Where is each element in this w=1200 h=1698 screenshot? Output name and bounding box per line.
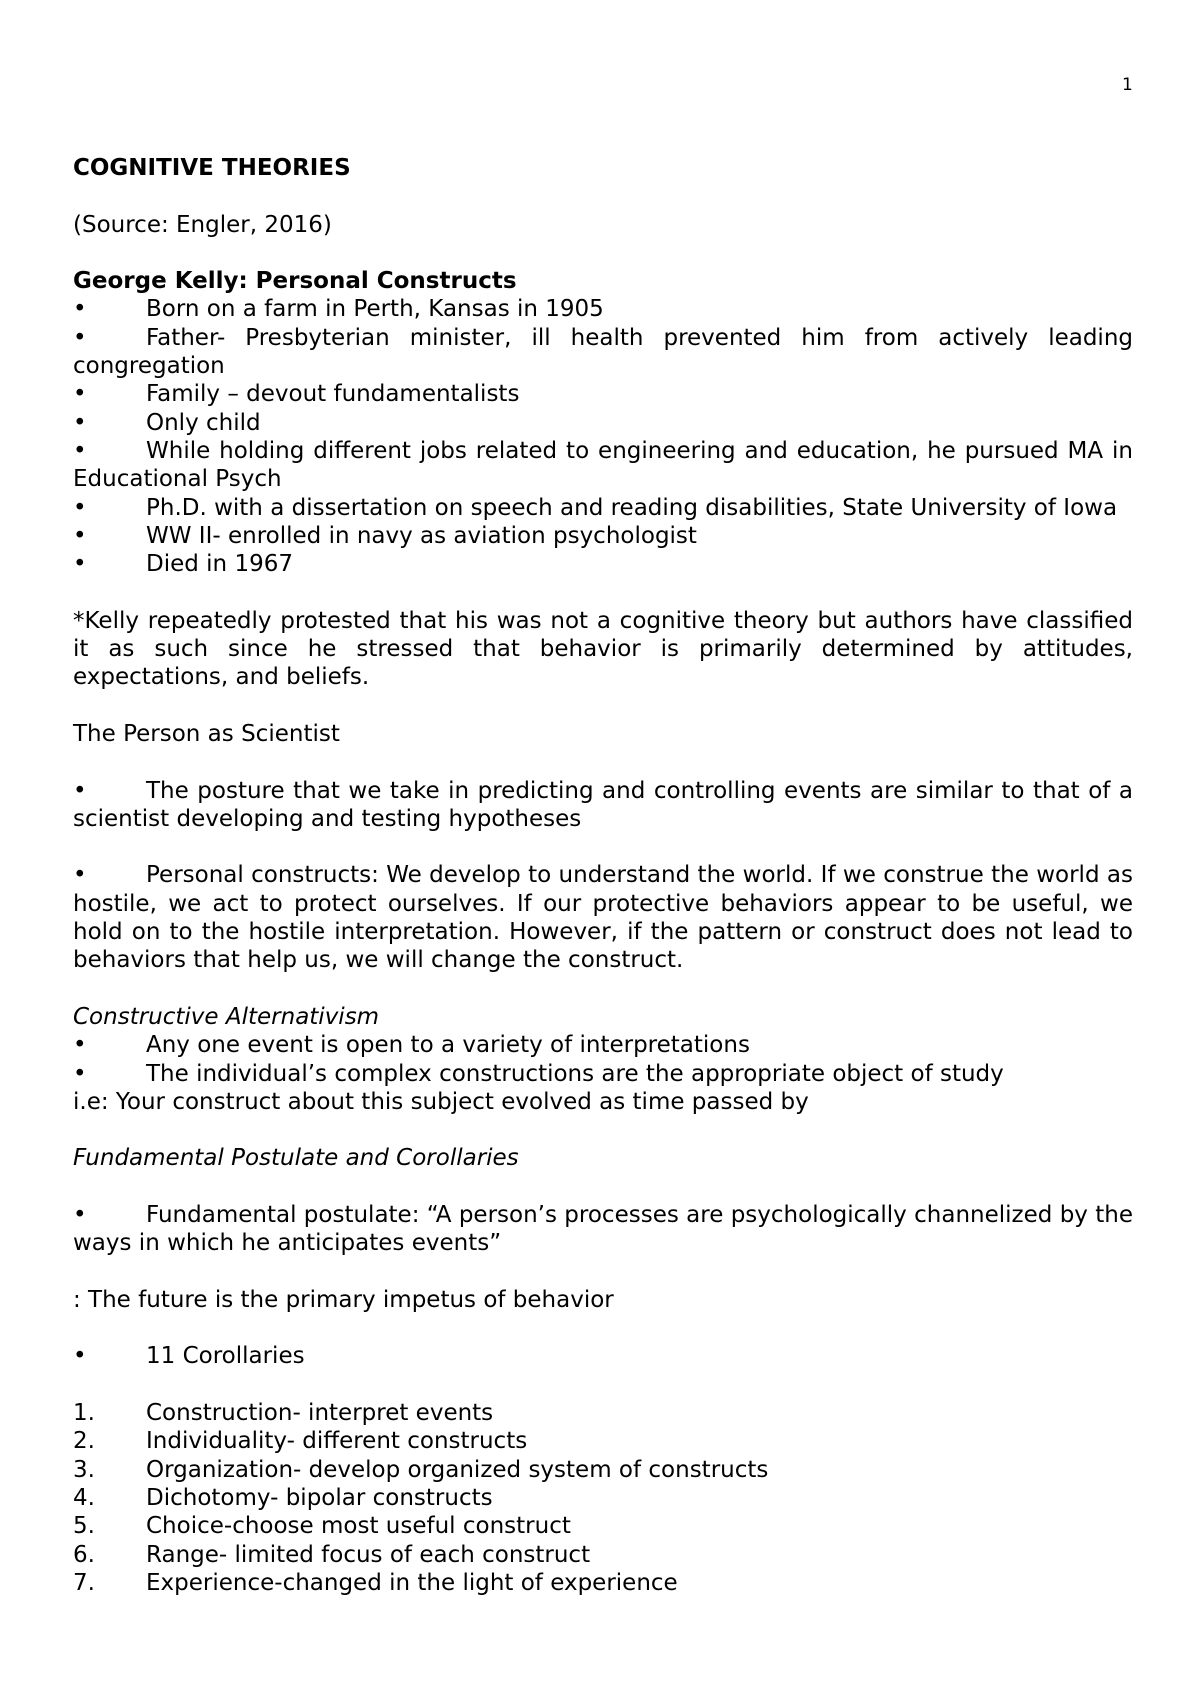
alternativism-heading: Constructive Alternativism — [73, 1003, 380, 1030]
page-number: 1 — [1122, 75, 1133, 95]
document-title: COGNITIVE THEORIES — [73, 155, 351, 181]
list-number: 4. — [73, 1484, 95, 1511]
kelly-heading: George Kelly: Personal Constructs — [73, 268, 517, 295]
list-number: 1. — [73, 1400, 95, 1427]
postulate-heading: Fundamental Postulate and Corollaries — [73, 1145, 519, 1172]
bullet-marker: • — [73, 381, 87, 408]
bullet-marker: • — [73, 551, 87, 578]
list-item: 7. Experience-changed in the light of experience — [73, 1569, 678, 1596]
bullet-marker: • — [73, 324, 87, 351]
list-item: • WW II- enrolled in navy as aviation psychologist — [73, 522, 697, 549]
list-number: 6. — [73, 1541, 95, 1568]
list-item: • The posture that we take in predicting and controlling events are similar to that of a scientist developing and testing hypotheses — [73, 777, 1133, 832]
corollaries-list — [73, 1399, 1133, 1597]
list-item: • The individual’s complex constructions are the appropriate object of study — [73, 1060, 1004, 1087]
future-statement: : The future is the primary impetus of behavior — [73, 1286, 614, 1313]
list-item: • Born on a farm in Perth, Kansas in 1905 — [73, 296, 604, 323]
document-body — [73, 154, 1133, 1597]
list-item: • 11 Corollaries — [73, 1343, 305, 1370]
list-item: 1. Construction- interpret events — [73, 1400, 494, 1427]
list-number: 2. — [73, 1428, 95, 1455]
list-item: 2. Individuality- different constructs — [73, 1428, 528, 1455]
bullet-marker: • — [73, 777, 87, 804]
bullet-marker: • — [73, 494, 87, 521]
bullet-marker: • — [73, 1343, 87, 1370]
list-item: • Only child — [73, 409, 261, 436]
list-item: 6. Range- limited focus of each construct — [73, 1541, 591, 1568]
bullet-marker: • — [73, 437, 87, 464]
list-item: • Father- Presbyterian minister, ill health prevented him from actively leading congregation — [73, 324, 1133, 380]
list-item: • Died in 1967 — [73, 551, 293, 578]
kelly-bullet-list — [73, 295, 1133, 578]
kelly-note: *Kelly repeatedly protested that his was not a cognitive theory but authors have classified it as such since he stressed that behavior is primarily determined by attitudes, expectations, and beliefs. — [73, 607, 1133, 691]
list-number: 3. — [73, 1456, 95, 1483]
list-item: • Family – devout fundamentalists — [73, 381, 520, 408]
list-item: • Fundamental postulate: “A person’s processes are psychologically channelized by the ways in which he anticipates events” — [73, 1201, 1133, 1257]
list-item: • Ph.D. with a dissertation on speech and reading disabilities, State University of Iowa — [73, 494, 1118, 521]
list-item: 3. Organization- develop organized system of constructs — [73, 1456, 769, 1483]
list-item: • While holding different jobs related to engineering and education, he pursued MA in Educational Psych — [73, 437, 1133, 493]
list-number: 7. — [73, 1569, 95, 1596]
bullet-marker: • — [73, 862, 87, 889]
list-item: 5. Choice-choose most useful construct — [73, 1513, 571, 1540]
list-item: 4. Dichotomy- bipolar constructs — [73, 1484, 493, 1511]
bullet-marker: • — [73, 1060, 87, 1087]
alternativism-example: i.e: Your construct about this subject evolved as time passed by — [73, 1088, 809, 1115]
list-item: • Personal constructs: We develop to understand the world. If we construe the world as hostile, we act to protect ourselves. If our protective behaviors appear to be useful, we hold on to the hostile interpretation. However, if the pattern or construct does not lead to behaviors that help us, we will change the construct. — [73, 862, 1133, 974]
bullet-marker: • — [73, 522, 87, 549]
bullet-marker: • — [73, 409, 87, 436]
bullet-marker: • — [73, 1201, 87, 1228]
bullet-marker: • — [73, 296, 87, 323]
list-item: • Any one event is open to a variety of interpretations — [73, 1032, 750, 1059]
bullet-marker: • — [73, 1032, 87, 1059]
source-citation: (Source: Engler, 2016) — [73, 211, 332, 238]
list-number: 5. — [73, 1513, 95, 1540]
scientist-heading: The Person as Scientist — [73, 720, 340, 747]
